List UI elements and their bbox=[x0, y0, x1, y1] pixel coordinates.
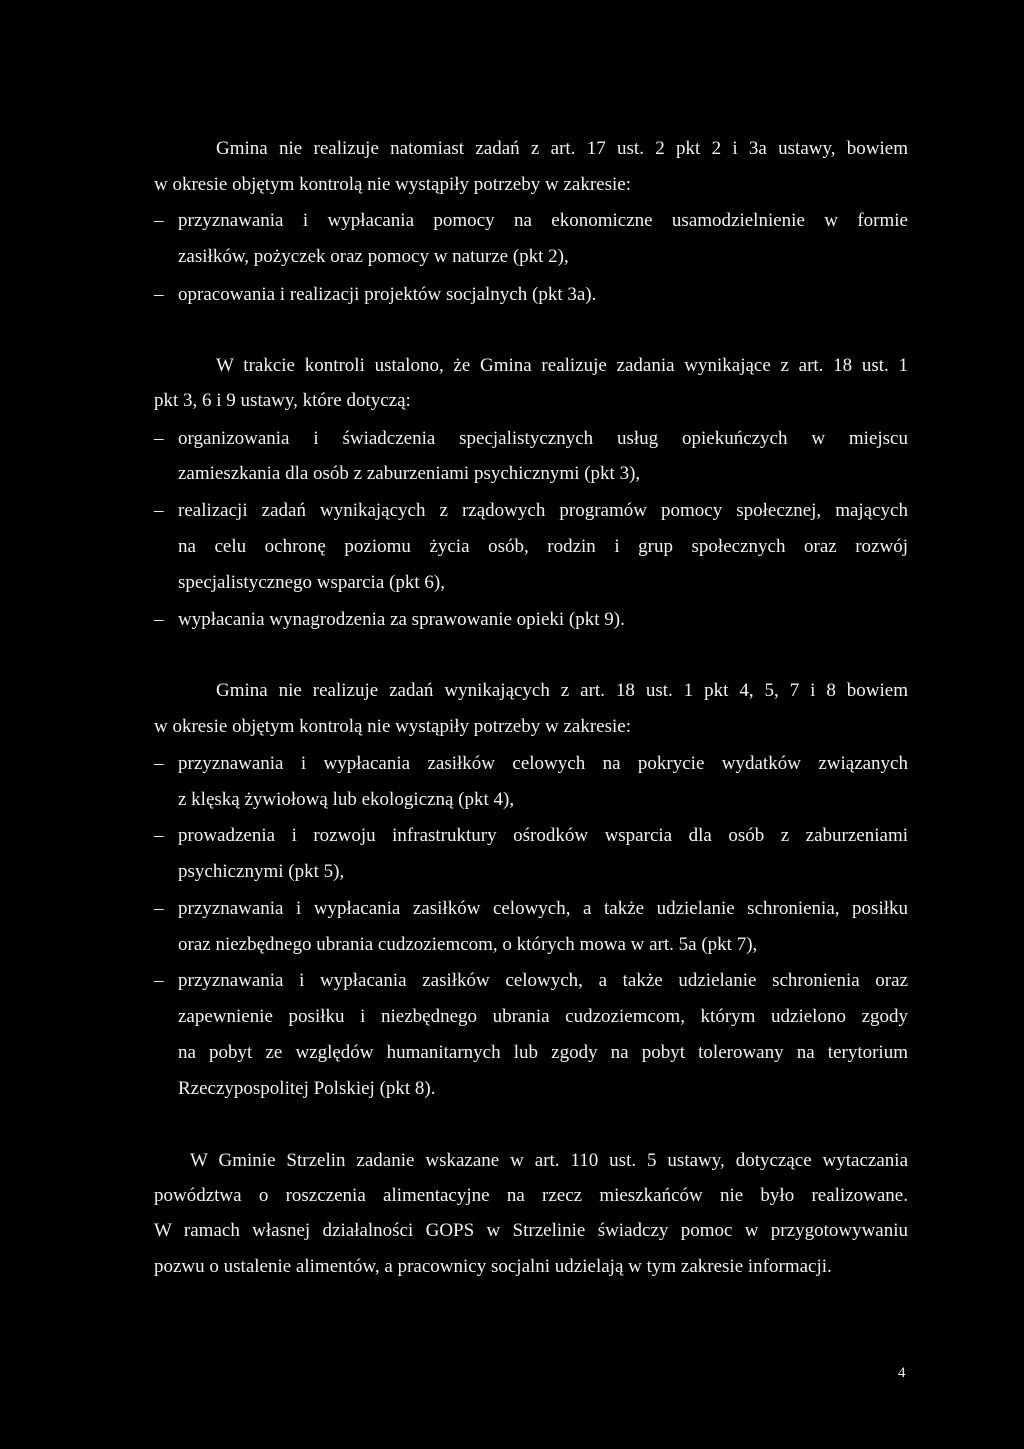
bullet-dash: – bbox=[154, 970, 164, 991]
paragraph-3-line-2: w okresie objętym kontrolą nie wystąpiły potrzeby w zakresie: bbox=[154, 716, 631, 737]
paragraph-4-line-2: powództwa o roszczenia alimentacyjne na rzecz mieszkańców nie było realizowane. bbox=[154, 1185, 908, 1206]
bullet-dash: – bbox=[154, 898, 164, 919]
list-item-line: realizacji zadań wynikających z rządowych programów pomocy społecznej, mających bbox=[178, 500, 908, 521]
list-item-line: zamieszkania dla osób z zaburzeniami psychicznymi (pkt 3), bbox=[178, 463, 641, 484]
paragraph-4-line-4: pozwu o ustalenie alimentów, a pracownicy socjalni udzielają w tym zakresie informacji. bbox=[154, 1256, 832, 1277]
paragraph-2-line-1: W trakcie kontroli ustalono, że Gmina realizuje zadania wynikające z art. 18 ust. 1 bbox=[216, 355, 908, 376]
list-item-line: z klęską żywiołową lub ekologiczną (pkt 4), bbox=[178, 789, 515, 810]
list-item-line: oraz niezbędnego ubrania cudzoziemcom, o których mowa w art. 5a (pkt 7), bbox=[178, 934, 758, 955]
list-item-line: na pobyt ze względów humanitarnych lub zgody na pobyt tolerowany na terytorium bbox=[178, 1042, 908, 1063]
bullet-dash: – bbox=[154, 609, 164, 630]
bullet-dash: – bbox=[154, 210, 164, 231]
list-item-line: przyznawania i wypłacania zasiłków celowych, a także udzielanie schronienia oraz bbox=[178, 970, 908, 991]
paragraph-1-line-2: w okresie objętym kontrolą nie wystąpiły potrzeby w zakresie: bbox=[154, 174, 631, 195]
list-item-line: opracowania i realizacji projektów socjalnych (pkt 3a). bbox=[178, 284, 597, 305]
list-item-line: psychicznymi (pkt 5), bbox=[178, 861, 345, 882]
list-item-line: wypłacania wynagrodzenia za sprawowanie opieki (pkt 9). bbox=[178, 609, 625, 630]
bullet-dash: – bbox=[154, 284, 164, 305]
bullet-dash: – bbox=[154, 825, 164, 846]
paragraph-4-line-1: W Gminie Strzelin zadanie wskazane w art. 110 ust. 5 ustawy, dotyczące wytaczania bbox=[190, 1150, 908, 1171]
page-number: 4 bbox=[898, 1365, 906, 1381]
bullet-dash: – bbox=[154, 753, 164, 774]
paragraph-3-line-1: Gmina nie realizuje zadań wynikających z art. 18 ust. 1 pkt 4, 5, 7 i 8 bowiem bbox=[216, 680, 908, 701]
list-item-line: specjalistycznego wsparcia (pkt 6), bbox=[178, 572, 445, 593]
paragraph-4-line-3: W ramach własnej działalności GOPS w Strzelinie świadczy pomoc w przygotowywaniu bbox=[154, 1220, 908, 1241]
list-item-line: prowadzenia i rozwoju infrastruktury ośrodków wsparcia dla osób z zaburzeniami bbox=[178, 825, 908, 846]
paragraph-1-line-1: Gmina nie realizuje natomiast zadań z art. 17 ust. 2 pkt 2 i 3a ustawy, bowiem bbox=[216, 138, 908, 159]
list-item-line: przyznawania i wypłacania zasiłków celowych na pokrycie wydatków związanych bbox=[178, 753, 908, 774]
bullet-dash: – bbox=[154, 428, 164, 449]
list-item-line: zapewnienie posiłku i niezbędnego ubrania cudzoziemcom, którym udzielono zgody bbox=[178, 1006, 908, 1027]
list-item-line: przyznawania i wypłacania pomocy na ekonomiczne usamodzielnienie w formie bbox=[178, 210, 908, 231]
list-item-line: organizowania i świadczenia specjalistycznych usług opiekuńczych w miejscu bbox=[178, 428, 908, 449]
list-item-line: Rzeczypospolitej Polskiej (pkt 8). bbox=[178, 1078, 436, 1099]
paragraph-2-line-2: pkt 3, 6 i 9 ustawy, które dotyczą: bbox=[154, 390, 411, 411]
list-item-line: na celu ochronę poziomu życia osób, rodzin i grup społecznych oraz rozwój bbox=[178, 536, 908, 557]
list-item-line: zasiłków, pożyczek oraz pomocy w naturze (pkt 2), bbox=[178, 246, 569, 267]
bullet-dash: – bbox=[154, 500, 164, 521]
list-item-line: przyznawania i wypłacania zasiłków celowych, a także udzielanie schronienia, posiłku bbox=[178, 898, 908, 919]
